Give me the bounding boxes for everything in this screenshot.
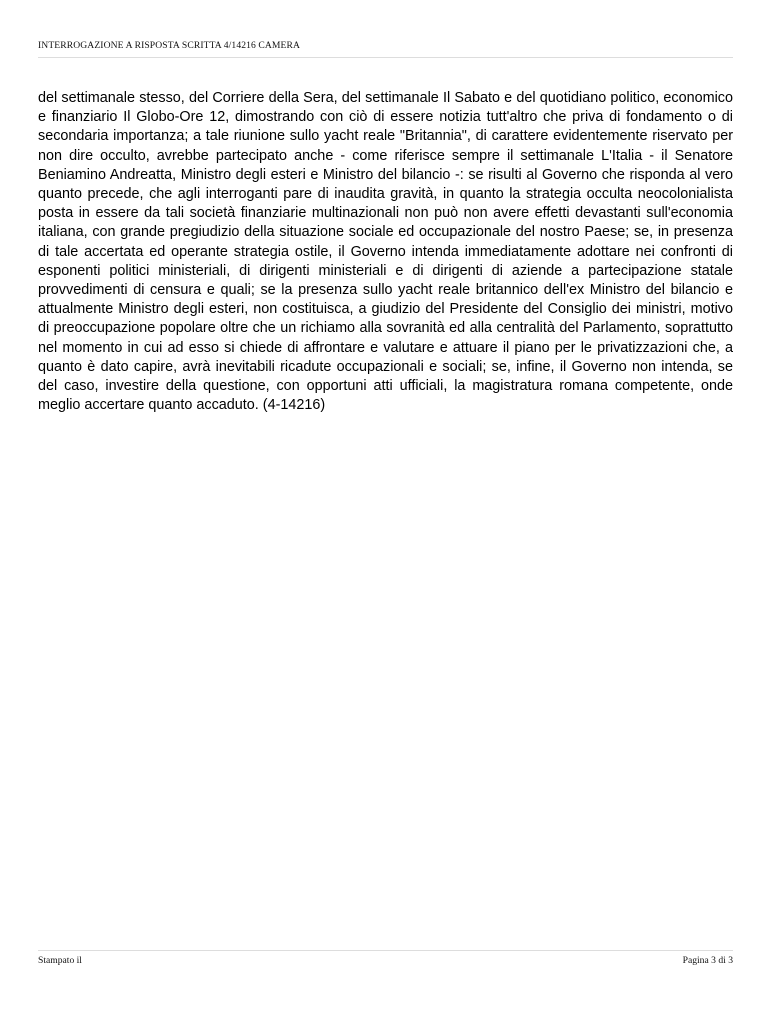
body-paragraph: del settimanale stesso, del Corriere della Sera, del settimanale Il Sabato e del quotidiano politico, economico e finanziario Il Globo-Ore 12, dimostrando con ciò di essere notizia tutt'altro che priva di fondamento o di secondaria importanza; a tale riunione sullo yacht reale "Britannia", di carattere evidentemente riservato per non dire occulto, avrebbe partecipato anche - come riferisce sempre il settimanale L'Italia - il Senatore Beniamino Andreatta, Ministro degli esteri e Ministro del bilancio -: se risulti al Governo che risponda al vero quanto precede, che agli interroganti pare di inaudita gravità, in quanto la strategia occulta neocolonialista posta in essere da tali società finanziarie multinazionali non può non avere effetti devastanti sull'economia italiana, con grande pregiudizio della situazione sociale ed occupazionale del nostro Paese; se, in presenza di tale accertata ed operante strategia ostile, il Governo intenda immediatamente adottare nei confronti di esponenti politici ministeriali, di dirigenti ministeriali e di dirigenti di aziende a partecipazione statale provvedimenti di censura e quali; se la presenza sullo yacht reale britannico dell'ex Ministro del bilancio e attualmente Ministro degli esteri, non costituisca, a giudizio del Presidente del Consiglio dei ministri, motivo di preoccupazione popolare oltre che un richiamo alla sovranità ed alla centralità del Parlamento, soprattutto nel momento in cui ad esso si chiede di affrontare e valutare e attuare il piano per le privatizzazioni che, a quanto è dato capire, avrà inevitabili ricadute occupazionali e sociali; se, infine, il Governo non intenda, se del caso, investire della questione, con opportuni atti ufficiali, la magistratura romana competente, onde meglio accertare quanto accaduto. (4-14216) [38,90,733,414]
document-header: INTERROGAZIONE A RISPOSTA SCRITTA 4/14216 CAMERA [38,40,301,51]
header-divider [38,57,733,58]
footer-divider [38,950,733,951]
printed-date-label: Stampato il [38,955,82,966]
page-number: Pagina 3 di 3 [682,955,733,966]
